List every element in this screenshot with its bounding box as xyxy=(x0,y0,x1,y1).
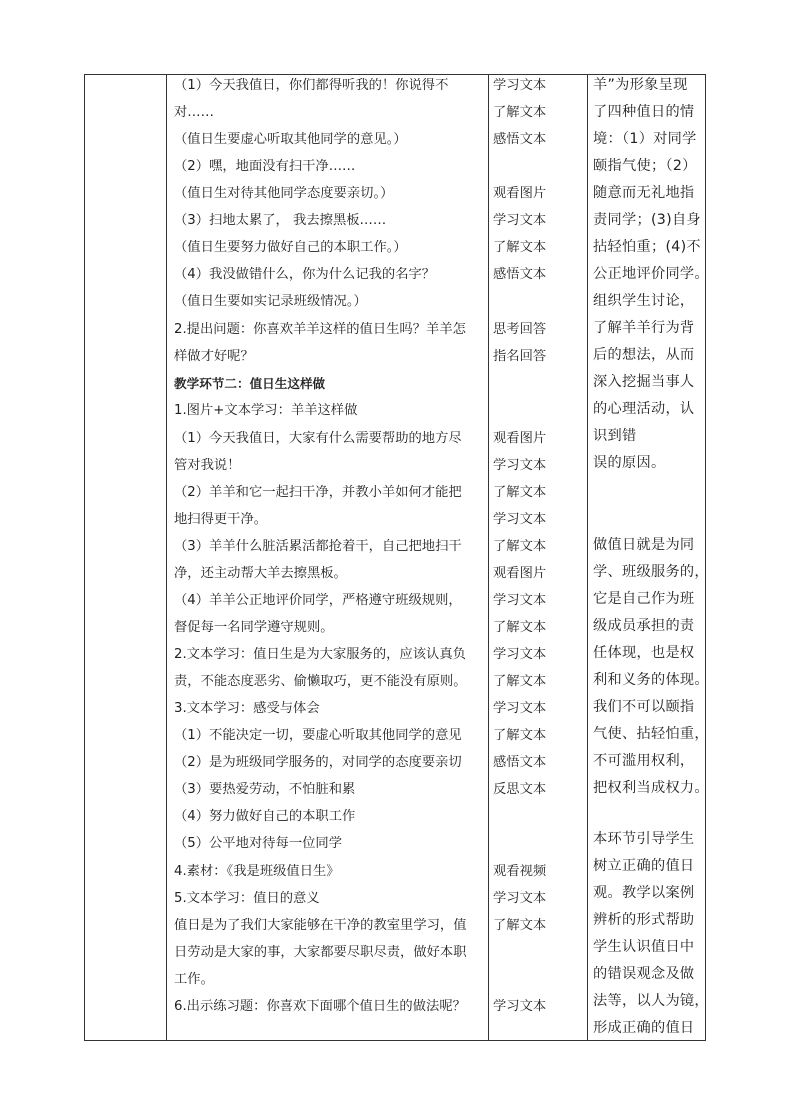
content-lines-line: （4）羊羊公正地评价同学，严格遵守班级规则， xyxy=(174,593,462,608)
column-divider xyxy=(587,75,588,1040)
content-lines-line: （1）今天我值日，大家有什么需要帮助的地方尽 xyxy=(174,431,462,446)
activity-lines-line: 了解文本 xyxy=(493,485,547,500)
activity-lines-line: 感悟文本 xyxy=(493,132,547,147)
activity-lines-line: 了解文本 xyxy=(493,674,547,689)
purpose-lines-line: 辨析的形式帮助 xyxy=(593,912,695,928)
content-lines-line: 教学环节二：值日生这样做 xyxy=(174,376,326,391)
purpose-lines-line: 深入挖掘当事人 xyxy=(593,374,695,390)
purpose-lines-line: 不可滥用权利， xyxy=(593,753,695,769)
content-lines-line: 样做才好呢？ xyxy=(174,349,254,364)
content-lines-line: 工作。 xyxy=(174,972,214,987)
content-lines-line: 4.素材：《我是班级值日生》 xyxy=(174,864,340,879)
purpose-lines-line: 本环节引导学生 xyxy=(593,831,695,847)
purpose-lines-line: 了解羊羊行为背 xyxy=(593,320,695,336)
content-lines-line: 2.文本学习：值日生是为大家服务的，应该认真负 xyxy=(174,647,466,662)
purpose-lines-line: 公正地评价同学。 xyxy=(593,266,709,282)
content-lines-line: （5）公平地对待每一位同学 xyxy=(174,836,343,851)
purpose-lines-line: 观。教学以案例 xyxy=(593,885,695,901)
content-lines-line: （值日生要努力做好自己的本职工作。） xyxy=(174,240,407,255)
purpose-lines-line: 羊”为形象呈现 xyxy=(593,77,688,93)
content-lines-line: 3.文本学习：感受与体会 xyxy=(174,701,320,716)
content-lines-line: 1.图片+文本学习：羊羊这样做 xyxy=(174,403,358,418)
purpose-lines-line: 责同学；(3)自身 xyxy=(593,212,701,228)
activity-lines-line: 学习文本 xyxy=(493,213,547,228)
content-lines-line: （2）是为班级同学服务的，对同学的态度要亲切 xyxy=(174,755,462,770)
purpose-lines-line: 学生认识值日中 xyxy=(593,939,695,955)
content-lines-line: 5.文本学习：值日的意义 xyxy=(174,891,320,906)
lesson-plan-table xyxy=(84,74,709,1041)
purpose-lines-line: 识到错 xyxy=(593,428,637,444)
activity-lines-line: 反思文本 xyxy=(493,782,547,797)
activity-lines-line: 感悟文本 xyxy=(493,267,547,282)
content-lines-line: 值日是为了我们大家能够在干净的教室里学习，值 xyxy=(174,918,467,933)
purpose-lines-line: 组织学生讨论， xyxy=(593,293,695,309)
purpose-lines-line: 境：（1）对同学 xyxy=(593,131,697,147)
activity-lines-line: 观看图片 xyxy=(493,566,547,581)
activity-lines-line: 学习文本 xyxy=(493,512,547,527)
activity-lines-line: 了解文本 xyxy=(493,105,547,120)
activity-lines-line: 思考回答 xyxy=(493,322,547,337)
content-lines-line: （2）嘿，地面没有扫干净…… xyxy=(174,159,356,174)
purpose-lines-line: 任体现，也是权 xyxy=(593,645,695,661)
content-lines-line: 2.提出问题：你喜欢羊羊这样的值日生吗？羊羊怎 xyxy=(174,322,466,337)
content-lines-line: 督促每一名同学遵守规则。 xyxy=(174,620,334,635)
purpose-lines-line: 的心理活动，认 xyxy=(593,401,695,417)
activity-lines-line: 了解文本 xyxy=(493,240,547,255)
content-lines-line: （值日生对待其他同学态度要亲切。） xyxy=(174,186,394,201)
content-lines-line: （值日生要虚心听取其他同学的意见。） xyxy=(174,132,407,147)
activity-lines-line: 感悟文本 xyxy=(493,755,547,770)
content-lines-line: 净，还主动帮大羊去擦黑板。 xyxy=(174,566,347,581)
purpose-lines-line: 做值日就是为同 xyxy=(593,537,695,553)
purpose-lines-line: 我们不可以颐指 xyxy=(593,699,695,715)
activity-lines-line: 学习文本 xyxy=(493,891,547,906)
content-lines-line: （2）羊羊和它一起扫干净，并教小羊如何才能把 xyxy=(174,485,462,500)
activity-lines-line: 学习文本 xyxy=(493,999,547,1014)
content-lines-line: 日劳动是大家的事，大家都要尽职尽责，做好本职 xyxy=(174,945,467,960)
purpose-lines-line: 把权利当成权力。 xyxy=(593,780,709,796)
content-lines-line: 6.出示练习题：你喜欢下面哪个值日生的做法呢？ xyxy=(174,999,466,1014)
purpose-lines-line: 形成正确的值日 xyxy=(593,1020,695,1036)
purpose-lines-line: 利和义务的体现。 xyxy=(593,672,709,688)
purpose-lines-line: 随意而无礼地指 xyxy=(593,185,695,201)
activity-lines-line: 了解文本 xyxy=(493,728,547,743)
purpose-lines-line: 后的想法，从而 xyxy=(593,347,695,363)
column-divider xyxy=(166,75,167,1040)
content-lines-line: 对…… xyxy=(174,105,214,120)
content-lines-line: （3）扫地太累了， 我去擦黑板…… xyxy=(174,213,387,228)
purpose-lines-line: 颐指气使；（2） xyxy=(593,158,697,174)
content-lines-line: 地扫得更干净。 xyxy=(174,512,268,527)
content-lines-line: （4）努力做好自己的本职工作 xyxy=(174,809,356,824)
content-lines-line: （3）要热爱劳动，不怕脏和累 xyxy=(174,782,356,797)
purpose-lines-line: 法等，以人为镜， xyxy=(593,993,709,1009)
activity-lines-line: 了解文本 xyxy=(493,918,547,933)
activity-lines-line: 观看图片 xyxy=(493,431,547,446)
content-lines-line: 责，不能态度恶劣、偷懒取巧，更不能没有原则。 xyxy=(174,674,467,689)
activity-lines-line: 学习文本 xyxy=(493,78,547,93)
content-lines-line: （值日生要如实记录班级情况。） xyxy=(174,294,367,309)
column-divider xyxy=(488,75,489,1040)
content-lines-line: （4）我没做错什么，你为什么记我的名字？ xyxy=(174,267,436,282)
purpose-lines-line: 气使、拈轻怕重， xyxy=(593,726,709,742)
activity-lines-line: 指名回答 xyxy=(493,349,547,364)
activity-lines-line: 学习文本 xyxy=(493,458,547,473)
activity-lines-line: 观看图片 xyxy=(493,186,547,201)
content-lines-line: （1）今天我值日，你们都得听我的！你说得不 xyxy=(174,78,449,93)
activity-lines-line: 观看视频 xyxy=(493,864,547,879)
content-lines-line: （3）羊羊什么脏活累活都抢着干，自己把地扫干 xyxy=(174,539,462,554)
activity-lines-line: 了解文本 xyxy=(493,620,547,635)
purpose-lines-line: 误的原因。 xyxy=(593,455,666,471)
activity-lines-line: 学习文本 xyxy=(493,701,547,716)
content-lines-line: （1）不能决定一切，要虚心听取其他同学的意见 xyxy=(174,728,462,743)
purpose-lines-line: 了四种值日的情 xyxy=(593,104,695,120)
activity-lines-line: 学习文本 xyxy=(493,647,547,662)
activity-lines-line: 学习文本 xyxy=(493,593,547,608)
purpose-lines-line: 它是自己作为班 xyxy=(593,591,695,607)
purpose-lines-line: 的错误观念及做 xyxy=(593,966,695,982)
purpose-lines-line: 树立正确的值日 xyxy=(593,858,695,874)
content-lines-line: 管对我说！ xyxy=(174,458,241,473)
activity-lines-line: 了解文本 xyxy=(493,539,547,554)
purpose-lines-line: 级成员承担的责 xyxy=(593,618,695,634)
purpose-lines-line: 学、班级服务的， xyxy=(593,564,709,580)
purpose-lines-line: 拈轻怕重；(4)不 xyxy=(593,239,701,255)
